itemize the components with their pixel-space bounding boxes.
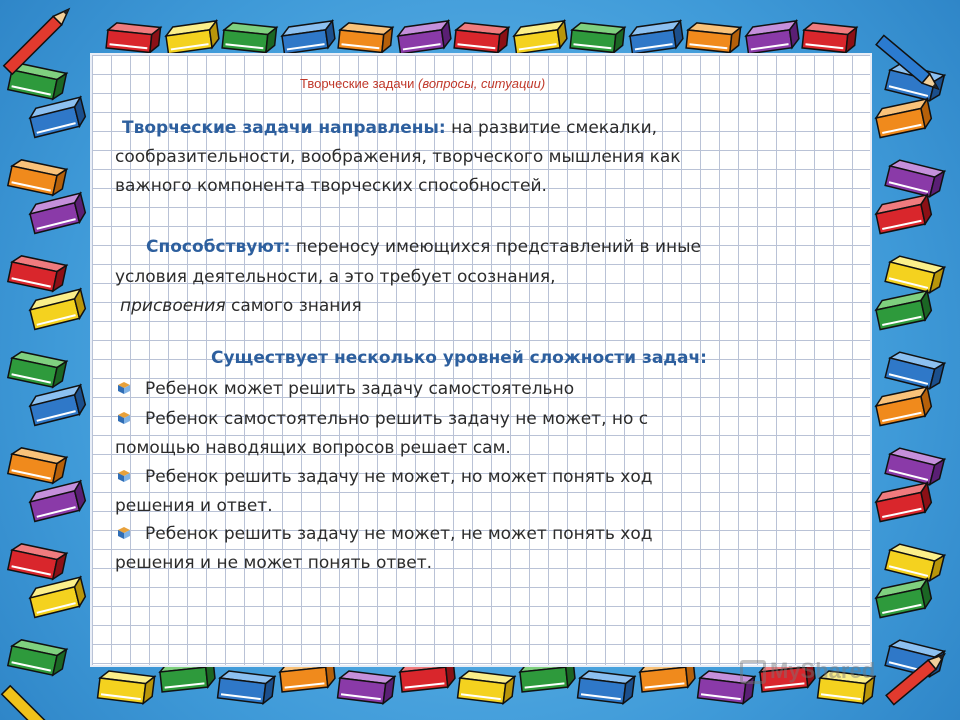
para2-line2: условия деятельности, а это требует осознания, (115, 267, 556, 287)
level-item-continuation: помощью наводящих вопросов решает сам. (115, 438, 511, 458)
level-item-text: Ребенок решить задачу не может, но может понять ход (145, 467, 653, 487)
para2-line3-text: самого знания (225, 296, 362, 316)
levels-title: Существует несколько уровней сложности задач: (211, 348, 707, 368)
level-item-continuation: решения и не может понять ответ. (115, 553, 433, 573)
book-icon (8, 350, 67, 389)
book-icon (8, 638, 67, 677)
book-icon (874, 195, 933, 234)
bullet-cube-icon (117, 469, 131, 483)
level-item (117, 375, 574, 404)
book-icon (745, 21, 800, 54)
para2-emphasis: присвоения (120, 296, 226, 316)
book-icon (885, 158, 944, 198)
bullet-cube-icon (117, 411, 131, 425)
book-icon (874, 291, 933, 330)
bullet-cube-icon (117, 526, 131, 540)
level-item-text: Ребенок решить задачу не может, не может понять ход (145, 524, 653, 544)
book-icon (338, 22, 392, 53)
para2-line1-text: переносу имеющихся представлений в иные (290, 237, 701, 257)
pencil-icon (2, 686, 71, 720)
book-icon (28, 289, 87, 329)
book-icon (338, 670, 395, 704)
watermark: MyShared (770, 658, 876, 683)
para1-line1 (122, 114, 657, 143)
book-icon (885, 350, 944, 390)
book-icon (222, 22, 276, 53)
book-icon (8, 446, 67, 485)
book-icon (458, 670, 515, 704)
book-icon (686, 22, 740, 53)
bullet-cube-icon (117, 381, 131, 395)
para2-line3 (120, 292, 362, 321)
para1-line1-text: на развитие смекалки, (445, 118, 658, 138)
book-icon (885, 542, 944, 582)
book-icon (885, 446, 944, 486)
book-icon (570, 22, 624, 53)
book-icon (8, 542, 67, 581)
level-item-text: Ребенок самостоятельно решить задачу не может, но с (145, 409, 649, 429)
book-icon (397, 21, 452, 54)
book-icon (802, 22, 856, 53)
book-icon (281, 21, 336, 54)
heading-parenthetical: (вопросы, ситуации) (417, 76, 546, 91)
book-icon (874, 579, 933, 618)
book-icon (874, 99, 933, 138)
book-icon (8, 158, 67, 197)
book-icon (28, 193, 87, 233)
level-item (117, 520, 653, 549)
book-icon (28, 385, 87, 425)
book-icon (106, 22, 160, 53)
book-icon (885, 254, 944, 294)
book-icon (8, 254, 67, 293)
pencil-icon (4, 5, 73, 74)
book-icon (98, 670, 155, 704)
book-icon (28, 481, 87, 521)
para1-line3: важного компонента творческих способностей. (115, 176, 547, 196)
para1-line2: сообразительности, воображения, творческого мышления как (115, 147, 681, 167)
para1-lead: Творческие задачи направлены: (122, 118, 446, 138)
book-icon (874, 387, 933, 426)
book-icon (218, 670, 275, 704)
para2-lead: Способствуют: (146, 237, 291, 257)
book-icon (165, 21, 220, 54)
level-item (117, 405, 648, 434)
watermark-logo-icon (740, 660, 766, 684)
book-icon (513, 21, 568, 54)
level-item (117, 463, 652, 492)
level-item-continuation: решения и ответ. (115, 496, 273, 516)
book-icon (454, 22, 508, 53)
book-icon (629, 21, 684, 54)
book-icon (28, 577, 87, 617)
para2-line1 (146, 233, 701, 262)
heading-main: Творческие задачи (300, 76, 415, 91)
book-icon (578, 670, 635, 704)
book-icon (28, 97, 87, 137)
level-item-text: Ребенок может решить задачу самостоятельно (145, 379, 575, 399)
book-icon (874, 483, 933, 522)
slide-heading (300, 76, 545, 91)
